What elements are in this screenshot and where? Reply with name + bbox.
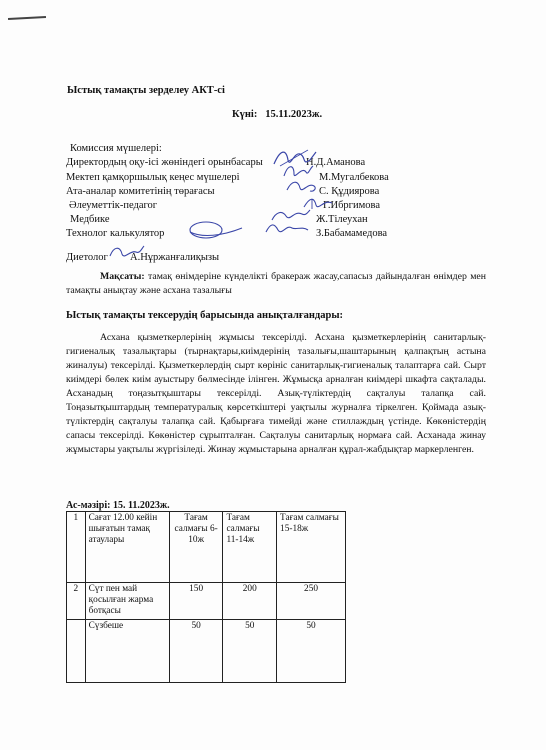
table-cell: 50 xyxy=(277,620,346,683)
commission-label: Комиссия мүшелері: xyxy=(70,143,162,154)
signature-babamamedova-2 xyxy=(262,218,312,240)
signature-babamamedova-1 xyxy=(182,218,246,242)
signature-dietolog xyxy=(106,242,146,264)
member-name: Г.Ибргимова xyxy=(323,200,380,211)
document-title: Ыстық тамақты зерделеу АКТ-сі xyxy=(67,85,225,96)
member-role: Директордың оқу-ісі жөніндегі орынбасары xyxy=(66,157,263,168)
table-cell: Тағам салмағы 15-18ж xyxy=(277,512,346,583)
member-name: А.Нұржанғалиқызы xyxy=(130,252,220,263)
table-cell: 150 xyxy=(169,583,223,620)
purpose-paragraph xyxy=(66,270,486,298)
table-cell: 250 xyxy=(277,583,346,620)
table-header-row xyxy=(67,512,346,583)
table-cell: Сүт пен май қосылған жарма ботқасы xyxy=(85,583,169,620)
table-cell: Сағат 12.00 кейін шығатын тамақ атаулары xyxy=(85,512,169,583)
table-cell xyxy=(67,620,86,683)
member-name: С. Құдиярова xyxy=(319,186,380,197)
purpose-text: тамақ өнімдеріне күнделікті бракераж жасау,сапасыз дайындалған өнімдер мен тамақты анықтау және асхана тазалығы xyxy=(66,271,486,296)
findings-paragraph xyxy=(66,331,486,457)
table-row xyxy=(67,583,346,620)
table-cell: 50 xyxy=(169,620,223,683)
date-label: Күні: xyxy=(232,109,258,120)
member-name: Н.Д.Аманова xyxy=(306,157,366,168)
table-cell: Тағам салмағы 6-10ж xyxy=(169,512,223,583)
findings-text: Асхана қызметкерлерінің жұмысы тексерілді. Асхана қызметкерлерінің санитарлық-гигиеналық тазалықтары (тырнақтары,киімдерінің тазалығы,шаштарының қалпақтың астына жиналуы) тексерілді. Қызметкерлердің сырт көрініс санитарлық-гигиеналық талаптарға сай. Сырт киімдері бөлек киім ауыстыру бөлмесінде ілінген. Жұмысқа арналған киімдері шкафта сақталады. Асханадың тоңазытқыштары тексерілді. Азық-түліктердің сақталуы талапқа сай. Тоңазытқыштардың температуралық көрсеткіштері уақтылы журналға тіркелген. Қоймада азық-түліктердің сақталуы талапқа сай. Қабырғаға тимейді және стиллаждың үстінде. Көкөністердің сапасы тексерілді. Көкөністер сұрыпталған. Сақталуы санитарлық нормаға сай. Асханада жинау жұмыстары уақтылы жүргізіледі. Жинау жұмыстарына арналған құрал-жабдықтар маркерленген. xyxy=(66,332,486,455)
table-cell: Тағам салмағы 11-14ж xyxy=(223,512,277,583)
table-row xyxy=(67,620,346,683)
member-role: Мектеп қамқоршылық кеңес мүшелері xyxy=(66,172,240,183)
member-name: Ж.Тілеухан xyxy=(316,214,368,225)
member-role: Технолог калькулятор xyxy=(66,228,165,239)
menu-title: Ас-мәзірі: 15. 11.2023ж. xyxy=(66,500,170,511)
document-date xyxy=(232,109,322,120)
purpose-label: Мақсаты: xyxy=(100,271,145,282)
menu-table xyxy=(66,511,346,683)
findings-heading: Ыстық тамақты тексерудің барысында анықталғандары: xyxy=(66,310,344,321)
date-value: 15.11.2023ж. xyxy=(265,109,323,120)
member-role: Әлеуметтік-педагог xyxy=(69,200,158,211)
table-cell: 200 xyxy=(223,583,277,620)
table-cell: 1 xyxy=(67,512,86,583)
table-cell: 50 xyxy=(223,620,277,683)
table-cell: Сүзбеше xyxy=(85,620,169,683)
member-role: Медбике xyxy=(70,214,110,225)
scan-mark xyxy=(8,16,46,20)
member-name: З.Бабамамедова xyxy=(316,228,388,239)
member-name: М.Мугалбекова xyxy=(319,172,389,183)
member-role: Диетолог xyxy=(66,252,108,263)
member-role: Ата-аналар комитетінің төрағасы xyxy=(66,186,215,197)
table-cell: 2 xyxy=(67,583,86,620)
